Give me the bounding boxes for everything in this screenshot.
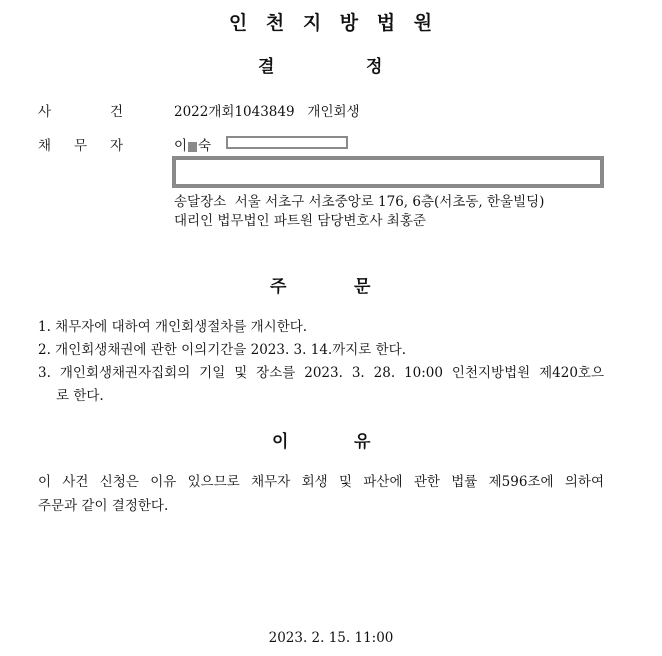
order-item-3: 3. 개인회생채권자집회의 기일 및 장소를 2023. 3. 28. 10:00 인천지방법원 제420호으 [38,365,604,381]
reason-line-2: 주문과 같이 결정한다. [38,498,169,514]
debtor-label-char-2: 무 [74,138,88,154]
decision-title-right: 정 [366,57,383,77]
order-item-3-continued: 로 한다. [56,388,104,404]
order-item-1: 1. 채무자에 대하여 개인회생절차를 개시한다. [38,319,308,335]
decision-date: 2023. 2. 15. 11:00 [268,630,394,646]
debtor-name-last: 숙 [198,138,212,154]
order-heading-right: 문 [354,277,371,297]
reason-heading-left: 이 [272,432,289,452]
debtor-name-first: 이 [174,138,188,154]
redaction-bar-id [226,136,348,149]
debtor-name [174,134,211,154]
decision-title-left: 결 [258,57,275,77]
debtor-label-char-3: 자 [110,138,124,154]
court-name: 인 천 지 방 법 원 [228,12,434,34]
reason-line-1: 이 사건 신청은 이유 있으므로 채무자 회생 및 파산에 관한 법률 제596조에 의하여 [38,474,604,490]
case-number: 2022개회1043849 개인회생 [174,104,360,120]
case-label-char-1: 사 [38,104,52,120]
redaction-box-address [172,156,604,188]
reason-heading-right: 유 [354,432,371,452]
debtor-label-char-1: 채 [38,138,52,154]
service-address: 송달장소 서울 서초구 서초중앙로 176, 6층(서초동, 한울빌딩) [174,194,545,210]
order-heading-left: 주 [270,277,287,297]
case-label-char-2: 건 [110,104,124,120]
redaction-char [188,142,197,152]
legal-agent: 대리인 법무법인 파트원 담당변호사 최홍준 [174,213,426,229]
order-item-2: 2. 개인회생채권에 관한 이의기간을 2023. 3. 14.까지로 한다. [38,342,406,358]
